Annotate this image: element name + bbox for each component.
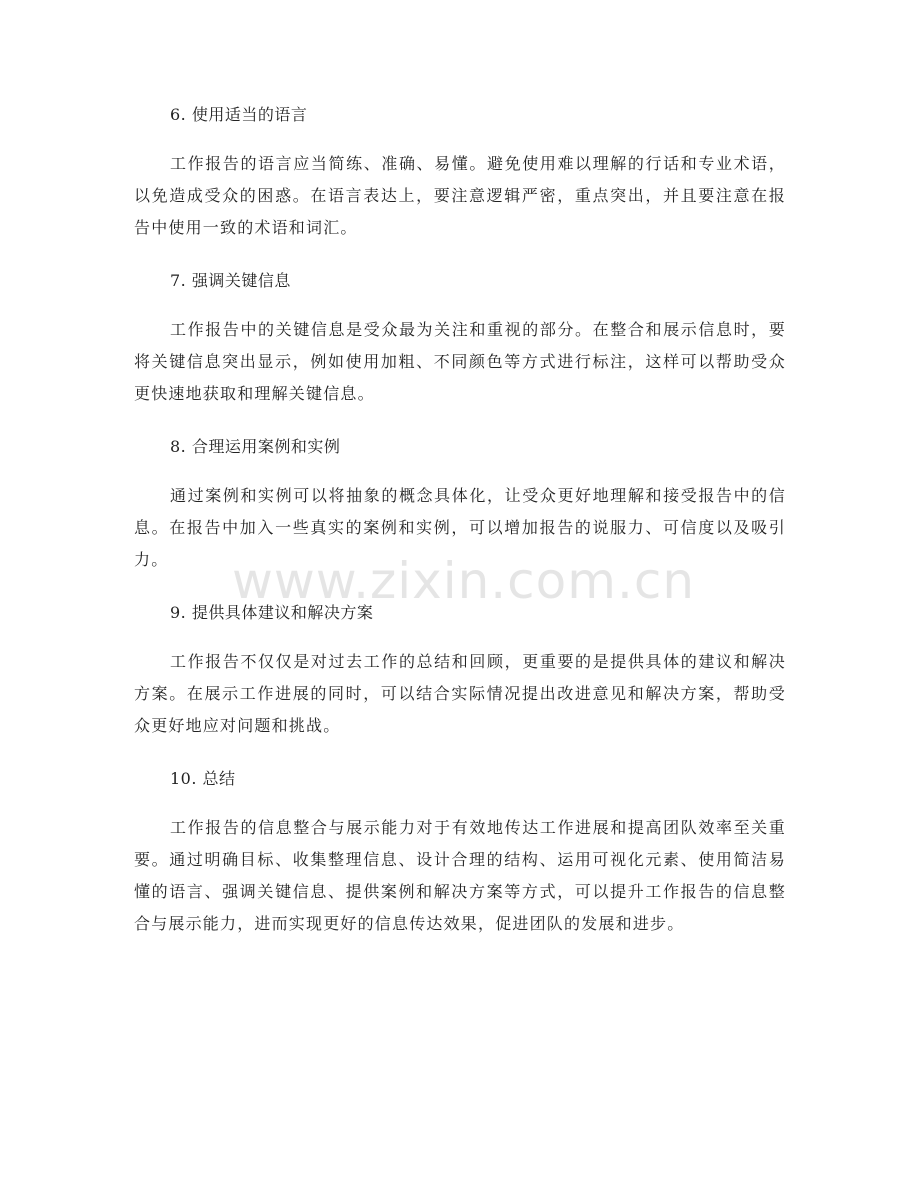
document-content <box>134 104 786 966</box>
section-body-10: 工作报告的信息整合与展示能力对于有效地传达工作进展和提高团队效率至关重要。通过明确目标、收集整理信息、设计合理的结构、运用可视化元素、使用简洁易懂的语言、强调关键信息、提供案例和解决方案等方式，可以提升工作报告的信息整合与展示能力，进而实现更好的信息传达效果，促进团队的发展和进步。 <box>134 818 786 933</box>
section-body-8: 通过案例和实例可以将抽象的概念具体化，让受众更好地理解和接受报告中的信息。在报告中加入一些真实的案例和实例，可以增加报告的说服力、可信度以及吸引力。 <box>134 486 786 569</box>
watermark-text: www.zixin.com.cn <box>232 552 696 610</box>
section-body-9: 工作报告不仅仅是对过去工作的总结和回顾，更重要的是提供具体的建议和解决方案。在展示工作进展的同时，可以结合实际情况提出改进意见和解决方案，帮助受众更好地应对问题和挑战。 <box>134 652 786 735</box>
section-heading-7: 7. 强调关键信息 <box>170 271 291 290</box>
section-body-7: 工作报告中的关键信息是受众最为关注和重视的部分。在整合和展示信息时，要将关键信息突出显示，例如使用加粗、不同颜色等方式进行标注，这样可以帮助受众更快速地获取和理解关键信息。 <box>134 320 786 403</box>
section-body-6: 工作报告的语言应当简练、准确、易懂。避免使用难以理解的行话和专业术语，以免造成受众的困惑。在语言表达上，要注意逻辑严密，重点突出，并且要注意在报告中使用一致的术语和词汇。 <box>134 154 786 237</box>
section-heading-6: 6. 使用适当的语言 <box>170 105 308 124</box>
section-heading-9: 9. 提供具体建议和解决方案 <box>170 603 374 622</box>
section-heading-8: 8. 合理运用案例和实例 <box>170 437 341 456</box>
section-heading-10: 10. 总结 <box>170 769 236 788</box>
